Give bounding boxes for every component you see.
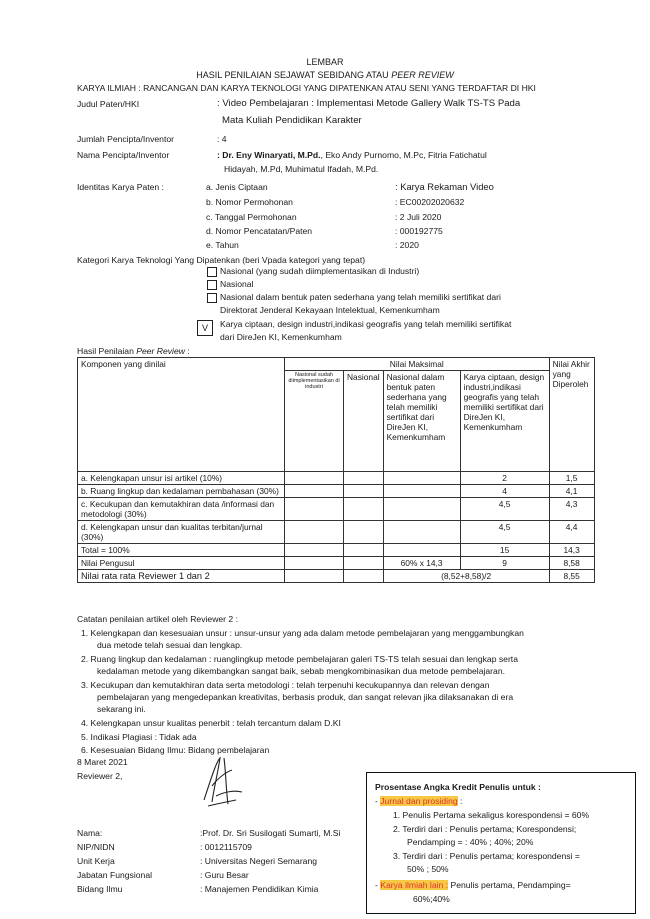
header-nilai-akhir: Nilai Akhir yang Diperoleh bbox=[549, 358, 594, 472]
footer-bidang-label: Bidang Ilmu bbox=[77, 884, 123, 894]
row-b-akhir: 4,1 bbox=[549, 485, 594, 498]
doc-title-line3: KARYA ILMIAH : RANCANGAN DAN KARYA TEKNOLOGI YANG DIPATENKAN ATAU SENI YANG TERDAFTAR DI HKI bbox=[77, 83, 536, 93]
hasil-em: Peer Review bbox=[136, 346, 185, 356]
identitas-b-label: b. Nomor Permohonan bbox=[206, 197, 293, 207]
catatan-1b: dua metode telah sesuai dan lengkap. bbox=[97, 640, 243, 650]
pengusul-label: Nilai Pengusul bbox=[78, 557, 285, 570]
catatan-2a: 2. Ruang lingkup dan kedalaman : ruanglingkup metode pembelajaran galeri TS-TS telah sesuai dan lengkap serta bbox=[81, 654, 518, 664]
pengusul-c4: 9 bbox=[460, 557, 549, 570]
total-c1 bbox=[285, 544, 344, 557]
header-komponen: Komponen yang dinilai bbox=[78, 358, 285, 472]
kredit-l2b: Pendamping = : 40% ; 40%; 20% bbox=[407, 837, 534, 847]
row-c-komponen: c. Kecukupan dan kemutakhiran data /informasi dan metodologi (30%) bbox=[78, 498, 285, 521]
footer-bidang-value: : Manajemen Pendidikan Kimia bbox=[200, 884, 319, 894]
footer-jabatan-value: : Guru Besar bbox=[200, 870, 249, 880]
hasil-label bbox=[77, 346, 190, 356]
rata-c1 bbox=[285, 570, 344, 583]
row-d-c3 bbox=[383, 521, 460, 544]
identitas-b-value: : EC00202020632 bbox=[395, 197, 465, 207]
table-row bbox=[78, 472, 595, 485]
kredit-box bbox=[366, 772, 636, 914]
kredit-l3a: 3. Terdiri dari : Penulis pertama; korespondensi = bbox=[393, 851, 580, 861]
identitas-e-label: e. Tahun bbox=[206, 240, 239, 250]
kredit-l2a: 2. Terdiri dari : Penulis pertama; Korespondensi; bbox=[393, 824, 577, 834]
row-c-c4: 4,5 bbox=[460, 498, 549, 521]
table-row bbox=[78, 485, 595, 498]
nama-value bbox=[217, 150, 487, 160]
catatan-5: 5. Indikasi Plagiasi : Tidak ada bbox=[81, 732, 197, 742]
catatan-6: 6. Kesesuaian Bidang Ilmu: Bidang pembelajaran bbox=[81, 745, 270, 755]
header-col-nasional-industri bbox=[285, 371, 344, 472]
row-c-c3 bbox=[383, 498, 460, 521]
header-nilai-maksimal: Nilai Maksimal bbox=[285, 358, 550, 371]
kategori-opt3a: Nasional dalam bentuk paten sederhana yang telah memiliki sertifikat dari bbox=[220, 292, 501, 302]
row-a-c1 bbox=[285, 472, 344, 485]
hasil-suffix: : bbox=[184, 346, 190, 356]
nama-label: Nama Pencipta/Inventor bbox=[77, 150, 170, 160]
footer-jabatan-label: Jabatan Fungsional bbox=[77, 870, 153, 880]
row-a-komponen: a. Kelengkapan unsur isi artikel (10%) bbox=[78, 472, 285, 485]
total-c2 bbox=[344, 544, 384, 557]
identitas-a-label: a. Jenis Ciptaan bbox=[206, 182, 268, 192]
total-c4: 15 bbox=[460, 544, 549, 557]
jurnal-colon: : bbox=[457, 796, 463, 806]
kredit-l1: 1. Penulis Pertama sekaligus korespondensi = 60% bbox=[393, 810, 590, 820]
table-row bbox=[78, 521, 595, 544]
row-a-c3 bbox=[383, 472, 460, 485]
row-a-akhir: 1,5 bbox=[549, 472, 594, 485]
row-d-c2 bbox=[344, 521, 384, 544]
identitas-c-value: : 2 Juli 2020 bbox=[395, 212, 442, 222]
row-c-c1 bbox=[285, 498, 344, 521]
table-header-row bbox=[78, 358, 595, 371]
catatan-3c: sekarang ini. bbox=[97, 704, 146, 714]
row-d-komponen: d. Kelengkapan unsur dan kualitas terbitan/jurnal (30%) bbox=[78, 521, 285, 544]
kredit-lain-b: 60%;40% bbox=[413, 894, 450, 904]
kredit-l3b: 50% ; 50% bbox=[407, 864, 449, 874]
rata-akhir: 8,55 bbox=[549, 570, 594, 583]
footer-reviewer: Reviewer 2, bbox=[77, 771, 123, 781]
row-c-c2 bbox=[344, 498, 384, 521]
jurnal-highlight: Jurnal dan prosiding bbox=[380, 796, 458, 806]
total-label: Total = 100% bbox=[78, 544, 285, 557]
header-col-karya-ciptaan: Karya ciptaan, design industri,indikasi geografis yang telah memiliki sertifikat dari DireJen KI, Kemenkumham bbox=[460, 371, 549, 472]
rata-label: Nilai rata rata Reviewer 1 dan 2 bbox=[78, 570, 285, 583]
judul-value2: Mata Kuliah Pendidikan Karakter bbox=[222, 115, 362, 126]
checkbox-nasional-industri[interactable] bbox=[207, 267, 217, 277]
hasil-prefix: Hasil Penilaian bbox=[77, 346, 137, 356]
title-prefix: HASIL PENILAIAN SEJAWAT SEBIDANG ATAU bbox=[196, 70, 392, 80]
catatan-3b: pembelajaran yang mengedepankan kreativitas, berbasis produk, dan sangat relevan jika dilaksanakan di era bbox=[97, 692, 514, 702]
row-b-komponen: b. Ruang lingkup dan kedalaman pembahasan (30%) bbox=[78, 485, 285, 498]
kredit-lain: - Karya ilmiah lain : Penulis pertama, Pendamping= bbox=[375, 880, 571, 890]
checkbox-nasional[interactable] bbox=[207, 280, 217, 290]
row-a-c4: 2 bbox=[460, 472, 549, 485]
catatan-2b: kedalaman metode yang dikembangkan sangat baik, sebab mengkombinasikan dua metode pembelajaran. bbox=[97, 666, 505, 676]
row-b-c2 bbox=[344, 485, 384, 498]
kategori-opt1: Nasional (yang sudah diimplementasikan di Industri) bbox=[220, 266, 420, 276]
lain-rest: Penulis pertama, Pendamping= bbox=[448, 880, 571, 890]
checkbox-paten-sederhana[interactable] bbox=[207, 293, 217, 303]
signature-icon bbox=[196, 752, 246, 812]
catatan-title: Catatan penilaian artikel oleh Reviewer 2 : bbox=[77, 614, 238, 624]
row-c-akhir: 4,3 bbox=[549, 498, 594, 521]
pengusul-akhir: 8,58 bbox=[549, 557, 594, 570]
total-c3 bbox=[383, 544, 460, 557]
footer-date: 8 Maret 2021 bbox=[77, 757, 128, 767]
kategori-opt4a: Karya ciptaan, design industri,indikasi geografis yang telah memiliki sertifikat bbox=[220, 319, 512, 329]
table-row-total bbox=[78, 544, 595, 557]
table-row-rata bbox=[78, 570, 595, 583]
kredit-jurnal: - Jurnal dan prosiding : bbox=[375, 796, 463, 806]
nama-bold: : Dr. Eny Winaryati, M.Pd. bbox=[217, 150, 321, 160]
row-d-akhir: 4,4 bbox=[549, 521, 594, 544]
row-b-c3 bbox=[383, 485, 460, 498]
catatan-4: 4. Kelengkapan unsur kualitas penerbit : telah tercantum dalam D.KI bbox=[81, 718, 341, 728]
footer-nip-value: : 0012115709 bbox=[200, 842, 252, 852]
nama-value2: Hidayah, M.Pd, Muhimatul Ifadah, M.Pd. bbox=[224, 164, 379, 174]
doc-title-line1: LEMBAR bbox=[306, 57, 344, 67]
doc-title-line2 bbox=[0, 70, 650, 80]
header-col1-text: Nasional sudah diimplementasikan di industri bbox=[288, 372, 340, 390]
row-b-c1 bbox=[285, 485, 344, 498]
pengusul-c3: 60% x 14,3 bbox=[383, 557, 460, 570]
pengusul-c2 bbox=[344, 557, 384, 570]
footer-nama-label: Nama: bbox=[77, 828, 103, 838]
identitas-e-value: : 2020 bbox=[395, 240, 419, 250]
catatan-3a: 3. Kecukupan dan kemutakhiran data serta metodologi : telah terpenuhi kecukupannya dan relevan dengan bbox=[81, 680, 490, 690]
checkbox-karya-ciptaan[interactable]: V bbox=[197, 320, 213, 336]
kategori-label: Kategori Karya Teknologi Yang Dipatenkan (beri Vpada kategori yang tepat) bbox=[77, 255, 366, 265]
review-table bbox=[77, 357, 595, 583]
header-col-paten-sederhana: Nasional dalam bentuk paten sederhana yang telah memiliki sertifikat dari DireJen KI, Kemenkumham bbox=[383, 371, 460, 472]
rata-formula: (8,52+8,58)/2 bbox=[383, 570, 549, 583]
table-row-pengusul bbox=[78, 557, 595, 570]
lain-highlight: Karya ilmiah lain : bbox=[380, 880, 449, 890]
kategori-opt4b: dari DireJen KI, Kemenkumham bbox=[220, 332, 342, 342]
kategori-opt3b: Direktorat Jenderal Kekayaan Intelektual, Kemenkumham bbox=[220, 305, 440, 315]
identitas-c-label: c. Tanggal Permohonan bbox=[206, 212, 297, 222]
footer-nip-label: NIP/NIDN bbox=[77, 842, 115, 852]
kategori-opt2: Nasional bbox=[220, 279, 254, 289]
identitas-d-value: : 000192775 bbox=[395, 226, 443, 236]
pengusul-c1 bbox=[285, 557, 344, 570]
catatan-1a: 1. Kelengkapan dan kesesuaian unsur : unsur-unsur yang ada dalam metode pembelajaran yang menggambungkan bbox=[81, 628, 524, 638]
judul-label: Judul Paten/HKI bbox=[77, 99, 140, 109]
table-row bbox=[78, 498, 595, 521]
kredit-title: Prosentase Angka Kredit Penulis untuk : bbox=[375, 782, 541, 792]
identitas-a-value: : Karya Rekaman Video bbox=[395, 181, 494, 192]
jumlah-value: : 4 bbox=[217, 134, 227, 144]
row-a-c2 bbox=[344, 472, 384, 485]
header-col-nasional: Nasional bbox=[344, 371, 384, 472]
row-b-c4: 4 bbox=[460, 485, 549, 498]
row-d-c1 bbox=[285, 521, 344, 544]
footer-unit-value: : Universitas Negeri Semarang bbox=[200, 856, 318, 866]
jumlah-label: Jumlah Pencipta/Inventor bbox=[77, 134, 174, 144]
title-em: PEER REVIEW bbox=[391, 70, 454, 80]
identitas-d-label: d. Nomor Pencatatan/Paten bbox=[206, 226, 313, 236]
row-d-c4: 4,5 bbox=[460, 521, 549, 544]
footer-nama-value: :Prof. Dr. Sri Susilogati Sumarti, M.Si bbox=[200, 828, 341, 838]
footer-unit-label: Unit Kerja bbox=[77, 856, 115, 866]
total-akhir: 14,3 bbox=[549, 544, 594, 557]
nama-rest: , Eko Andy Purnomo, M.Pc, Fitria Fatichatul bbox=[320, 150, 487, 160]
rata-c2 bbox=[344, 570, 384, 583]
identitas-label: Identitas Karya Paten : bbox=[77, 182, 164, 192]
judul-value1: : Video Pembelajaran : Implementasi Metode Gallery Walk TS-TS Pada bbox=[217, 98, 521, 109]
